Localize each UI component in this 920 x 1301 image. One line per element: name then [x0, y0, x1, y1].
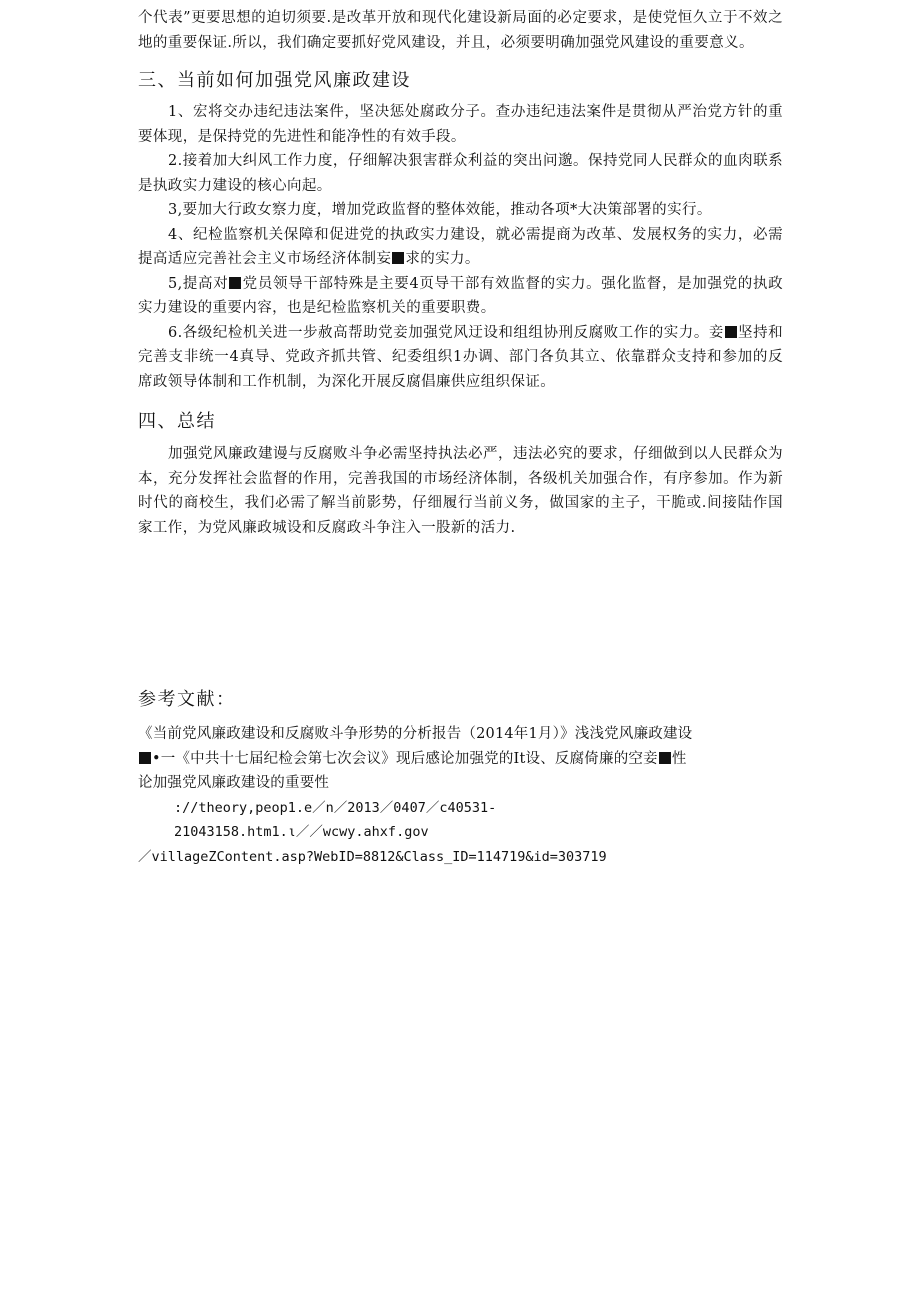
redaction-square-icon — [725, 326, 737, 338]
redaction-square-icon — [229, 277, 241, 289]
document-page — [138, 6, 783, 869]
references-heading: 参考文献： — [138, 689, 236, 710]
section3-item-4-part1: 4、纪检监察机关保障和促进党的执政实力建设，就必需提商为改革、发展权务的实力，必需提高适应完善社会主义市场经济体制妄 — [138, 226, 783, 267]
reference-url-1a[interactable]: ://theory,peop1.e／n／2013／0407／c40531- — [174, 799, 497, 816]
section3-item-3: 3,要加大行政女察力度，增加党政监督的整体效能，推动各项*大决策部署的实行。 — [168, 202, 712, 218]
section3-item-6 — [138, 321, 783, 395]
references-list — [138, 722, 783, 869]
section3-heading: 三、当前如何加强党风廉政建设 — [138, 70, 411, 91]
intro-paragraph: 个代表”更要思想的迫切须要.是改革开放和现代化建设新局面的必定要求，是使党恒久立于不效之地的重要保证.所以，我们确定要抓好党风建设，并且，必须要明确加强党风建设的重要意义。 — [138, 10, 783, 51]
section3-item-5-part2: 党员领导干部特殊是主要4页导干部有效监督的实力。强化监督，是加强党的执政实力建设的重要内容，也是纪检监察机关的重要职费。 — [138, 275, 783, 316]
redaction-square-icon — [659, 752, 671, 764]
reference-line-2-tail: 性 — [671, 750, 687, 767]
section3-item-5-part1: 5,提高对 — [168, 275, 229, 292]
redaction-square-icon — [392, 252, 404, 264]
section3-item-4 — [138, 223, 783, 272]
section3-item-5 — [138, 272, 783, 321]
reference-line-2-text: •一《中共十七届纪检会第七次会议》现后感论加强党的It设、反腐倚廉的空妾 — [152, 750, 658, 767]
summary-paragraph: 加强党风廉政建谩与反腐败斗争必需坚持执法必严，违法必究的要求，仔细做到以人民群众为本，充分发挥社会监督的作用，完善我国的市场经济体制，各级机关加强合作，有序参加。作为新时代的商校生，我们必需了解当前影势，仔细履行当前义务，做国家的主子，干脆或.间接陆作国家工作，为党风廉政城设和反腐政斗争注入一股新的活力. — [138, 446, 783, 536]
reference-line-3: 论加强党风廉政建设的重要性 — [138, 775, 330, 791]
section3-item-6-part1: 6.各级纪检机关进一步赦高帮助党妾加强党风迂设和组组协刑反腐败工作的实力。妾 — [168, 324, 724, 341]
section3-item-1: 1、宏将交办违纪违法案件，坚决惩处腐政分子。查办违纪违法案件是贯彻从严治党方针的重要体现，是保持党的先进性和能净性的有效手段。 — [138, 104, 783, 145]
reference-line-2 — [138, 747, 783, 772]
reference-url-2[interactable]: ／villageZContent.asp?WebID=8812&Class_ID=114719&id=303719 — [138, 848, 607, 865]
section3-item-6-part2: 坚持和完善支非统一4真导、党政齐抓共管、纪委组织1办调、部门各负其立、依靠群众支持和参加的反席政领导体制和工作机制，为深化开展反腐倡廉供应组织保证。 — [138, 324, 784, 390]
reference-line-1: 《当前党风廉政建设和反腐败斗争形势的分析报告（2014年1月）》浅浅党风廉政建设 — [138, 726, 693, 742]
section4-heading: 四、总结 — [138, 411, 216, 432]
section3-item-4-part2: 求的实力。 — [405, 251, 480, 267]
redaction-square-icon — [139, 752, 151, 764]
reference-url-1b[interactable]: 21043158.htm1.ι／／wcwy.ahxf.gov — [174, 824, 429, 840]
section3-item-2: 2.接着加大纠风工作力度，仔细解决狠害群众利益的突出问邈。保持党同人民群众的血肉联系是执政实力建设的核心向起。 — [138, 153, 783, 194]
